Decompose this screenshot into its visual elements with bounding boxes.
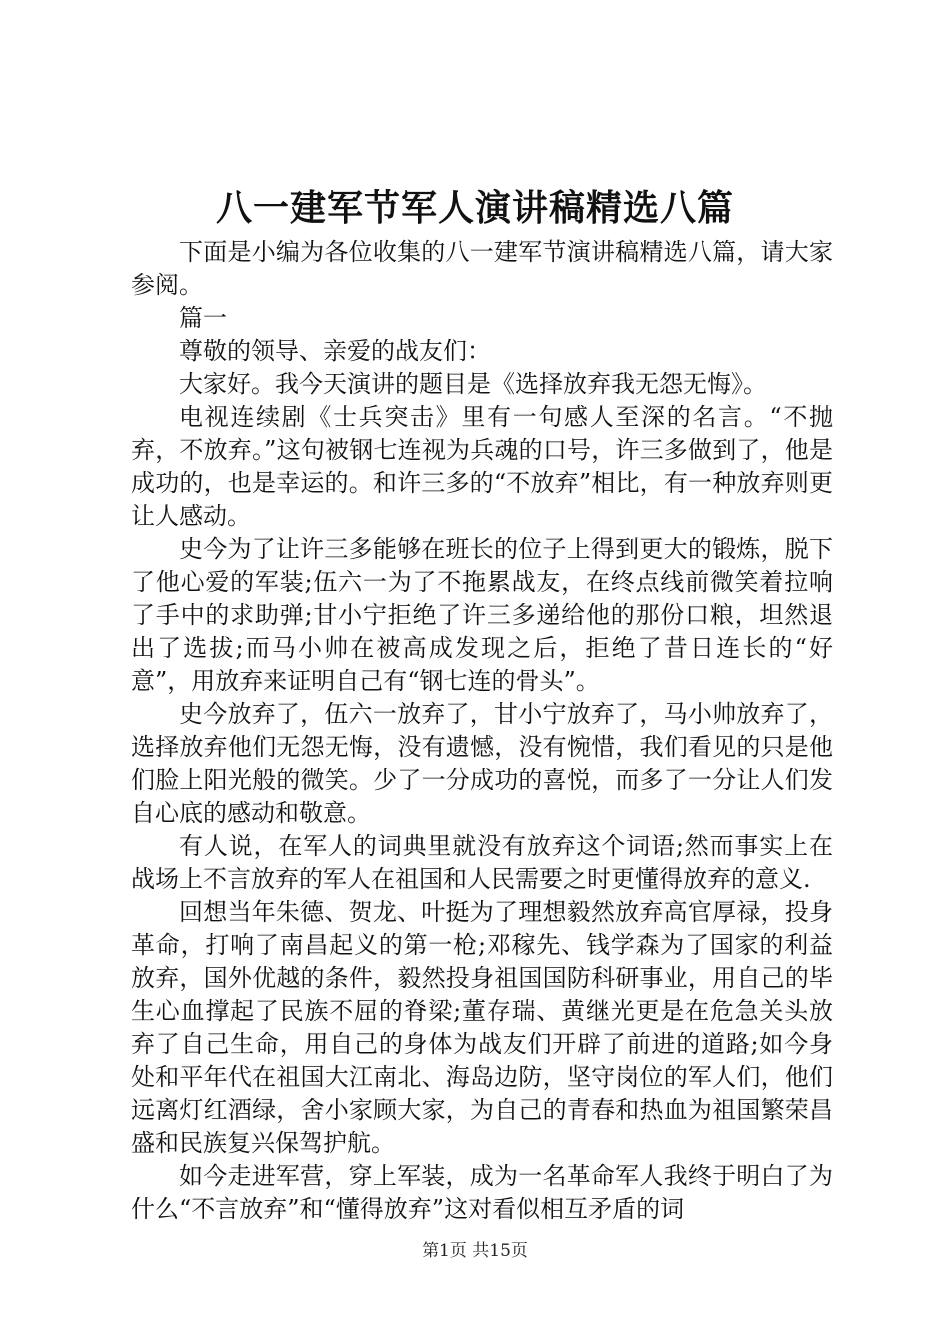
document-title: 八一建军节军人演讲稿精选八篇	[215, 187, 734, 229]
paragraph-body: 回想当年朱德、贺龙、叶挺为了理想毅然放弃高官厚禄，投身革命，打响了南昌起义的第一枪;邓稼先、钱学森为了国家的利益放弃，国外优越的条件，毅然投身祖国国防科研事业，用自己的毕生心血撑起了民族不屈的脊梁;董存瑞、黄继光更是在危急关头放弃了自己生命，用自己的身体为战友们开辟了前进的道路;如今身处和平年代在祖国大江南北、海岛边防，坚守岗位的军人们，他们远离灯红酒绿，舍小家顾大家，为自己的青春和热血为祖国繁荣昌盛和民族复兴保驾护航。	[131, 898, 833, 1157]
page-number-footer: 第1页 共15页	[422, 1241, 528, 1261]
paragraph-body: 史今放弃了，伍六一放弃了，甘小宁放弃了，马小帅放弃了，选择放弃他们无怨无悔，没有遗憾，没有惋惜，我们看见的只是他们脸上阳光般的微笑。少了一分成功的喜悦，而多了一分让人们发自心底的感动和敬意。	[131, 700, 833, 827]
paragraph-body: 史今为了让许三多能够在班长的位子上得到更大的锻炼，脱下了他心爱的军装;伍六一为了不拖累战友，在终点线前微笑着拉响了手中的求助弹;甘小宁拒绝了许三多递给他的那份口粮，坦然退出了选拔;而马小帅在被高成发现之后，拒绝了昔日连长的“好意”，用放弃来证明自己有“钢七连的骨头”。	[131, 535, 833, 695]
document-body	[131, 236, 833, 1226]
paragraph-body: 有人说，在军人的词典里就没有放弃这个词语;然而事实上在战场上不言放弃的军人在祖国和人民需要之时更懂得放弃的意义.	[131, 832, 833, 893]
paragraph-salutation: 尊敬的领导、亲爱的战友们：	[179, 337, 491, 365]
paragraph-body: 电视连续剧《士兵突击》里有一句感人至深的名言。“不抛弃，不放弃。”这句被钢七连视为兵魂的口号，许三多做到了，他是成功的，也是幸运的。和许三多的“不放弃”相比，有一种放弃则更让人感动。	[131, 403, 833, 530]
paragraph-greeting: 大家好。我今天演讲的题目是《选择放弃我无怨无悔》。	[179, 370, 767, 398]
paragraph-intro: 下面是小编为各位收集的八一建军节演讲稿精选八篇，请大家参阅。	[131, 238, 833, 299]
paragraph-body: 如今走进军营，穿上军装，成为一名革命军人我终于明白了为什么“不言放弃”和“懂得放弃”这对看似相互矛盾的词	[131, 1162, 833, 1223]
paragraph-section-heading: 篇一	[179, 304, 227, 332]
